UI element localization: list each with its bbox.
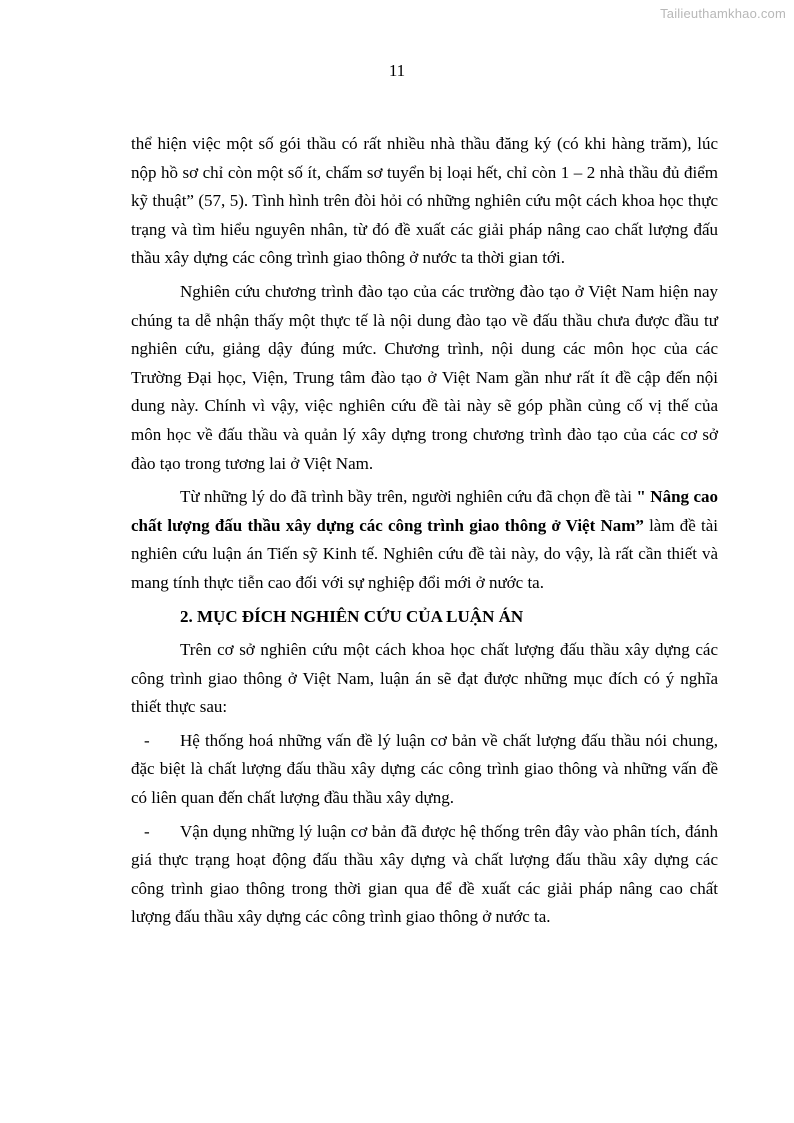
dash-bullet: -	[144, 821, 150, 841]
paragraph-topic-selection	[131, 483, 718, 597]
paragraph-objectives-intro: Trên cơ sở nghiên cứu một cách khoa học chất lượng đấu thầu xây dựng các công trình giao thông ở Việt Nam, luận án sẽ đạt được những mục đích có ý nghĩa thiết thực sau:	[131, 640, 718, 717]
watermark-text: Tailieuthamkhao.com	[660, 6, 786, 21]
paragraph-training-programs: Nghiên cứu chương trình đào tạo của các trường đào tạo ở Việt Nam hiện nay chúng ta dễ nhận thấy một thực tế là nội dung đào tạo về đấu thầu chưa được đầu tư nghiên cứu, giảng dậy đúng mức. Chương trình, nội dung các môn học của các Trường Đại học, Viện, Trung tâm đào tạo ở Việt Nam gần như rất ít đề cập đến nội dung này. Chính vì vậy, việc nghiên cứu đề tài này sẽ góp phần củng cố vị thế của môn học về đấu thầu và quản lý xây dựng trong chương trình đào tạo của các cơ sở đào tạo trong tương lai ở Việt Nam.	[131, 281, 718, 473]
list-item	[131, 818, 718, 932]
paragraph-lead-text: Từ những lý do đã trình bầy trên, người nghiên cứu đã chọn đề tài	[180, 487, 637, 507]
paragraph-tail-text: làm đề tài nghiên cứu luận án Tiến sỹ Kinh tế. Nghiên cứu đề tài này, do vậy, là rất cần thiết và mang tính thực tiễn cao đối với sự nghiệp đổi mới ở nước ta.	[131, 515, 718, 592]
document-body	[131, 130, 718, 932]
section-heading: 2. MỤC ĐÍCH NGHIÊN CỨU CỦA LUẬN ÁN	[180, 606, 524, 626]
list-item	[131, 727, 718, 813]
list-item-text: Hệ thống hoá những vấn đề lý luận cơ bản về chất lượng đấu thầu nói chung, đặc biệt là chất lượng đấu thầu xây dựng các công trình giao thông và những vấn đề có liên quan đến chất lượng đầu thầu xây dựng.	[131, 730, 718, 808]
paragraph-continuation: thể hiện việc một số gói thầu có rất nhiều nhà thầu đăng ký (có khi hàng trăm), lúc nộp hồ sơ chỉ còn một số ít, chấm sơ tuyển bị loại hết, chỉ còn 1 – 2 nhà thầu đủ điểm kỹ thuật” (57, 5). Tình hình trên đòi hỏi có những nghiên cứu một cách khoa học thực trạng và tìm hiểu nguyên nhân, từ đó đề xuất các giải pháp nâng cao chất lượng đấu thầu xây dựng các công trình giao thông ở nước ta thời gian tới.	[131, 134, 718, 268]
dash-bullet: -	[144, 730, 150, 750]
list-item-text: Vận dụng những lý luận cơ bản đã được hệ thống trên đây vào phân tích, đánh giá thực trạng hoạt động đấu thầu xây dựng và chất lượng đấu thầu xây dựng các công trình giao thông trong thời gian qua để đề xuất các giải pháp nâng cao chất lượng đấu thầu xây dựng các công trình giao thông ở nước ta.	[131, 821, 718, 927]
thesis-title: " Nâng cao chất lượng đấu thầu xây dựng các công trình giao thông ở Việt Nam”	[131, 487, 718, 535]
page-number: 11	[388, 61, 406, 80]
